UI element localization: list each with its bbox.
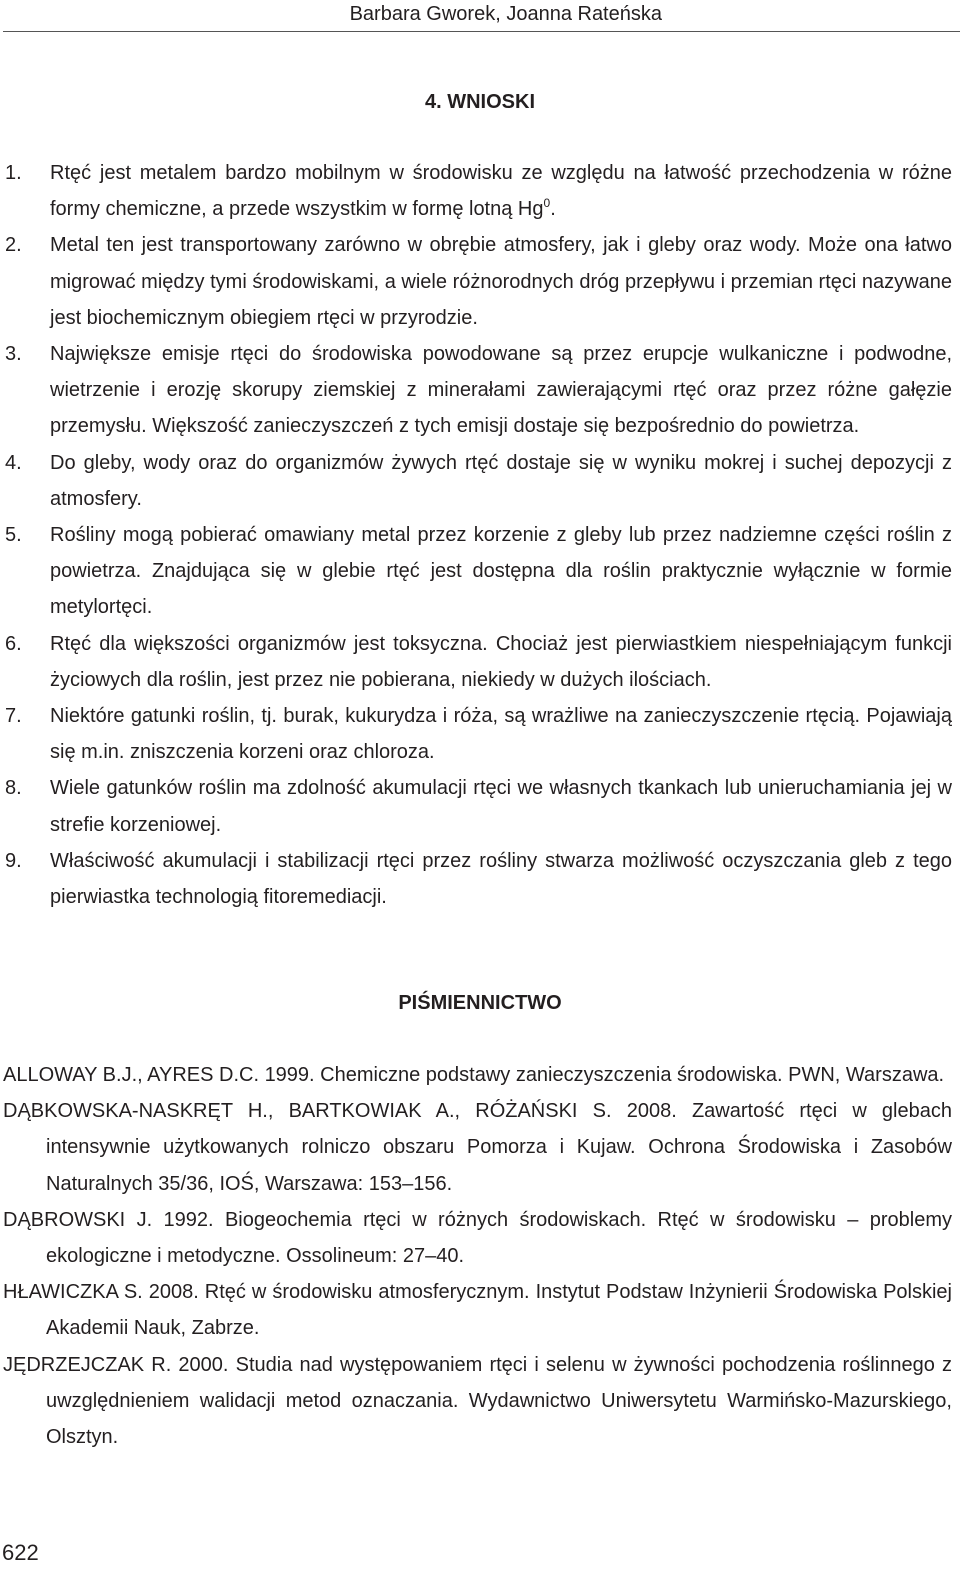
reference-entry: DĄBROWSKI J. 1992. Biogeochemia rtęci w różnych środowiskach. Rtęć w środowisku – problemy ekologiczne i metodyczne. Ossolineum: 27–40. bbox=[3, 1208, 952, 1268]
conclusion-item bbox=[0, 626, 952, 698]
conclusion-number: 4. bbox=[5, 451, 22, 474]
conclusion-text: Największe emisje rtęci do środowiska powodowane są przez erupcje wulkaniczne i podwodne, wietrzenie i erozję skorupy ziemskiej z minerałami zawierającymi rtęć oraz przez różne gałęzie przemysłu. Większość zanieczyszczeń z tych emisji dostaje się bezpośrednio do powietrza. bbox=[50, 343, 952, 438]
conclusion-item bbox=[0, 770, 952, 842]
conclusion-number: 8. bbox=[5, 777, 22, 800]
conclusion-text: Rośliny mogą pobierać omawiany metal przez korzenie z gleby lub przez nadziemne części roślin z powietrza. Znajdująca się w glebie rtęć jest dostępna dla roślin praktycznie wyłącznie w formie metylortęci. bbox=[50, 524, 952, 619]
conclusion-item bbox=[0, 843, 952, 915]
conclusion-item bbox=[0, 698, 952, 770]
conclusion-text: Niektóre gatunki roślin, tj. burak, kukurydza i róża, są wrażliwe na zanieczyszczenie rtęcią. Pojawiają się m.in. zniszczenia korzeni oraz chloroza. bbox=[50, 705, 952, 764]
conclusion-text: Rtęć dla większości organizmów jest toksyczna. Chociaż jest pierwiastkiem niespełniającym funkcji życiowych dla roślin, jest przez nie pobierana, niekiedy w dużych ilościach. bbox=[50, 632, 952, 691]
conclusion-text: Metal ten jest transportowany zarówno w obrębie atmosfery, jak i gleby oraz wody. Może ona łatwo migrować między tymi środowiskami, a wiele różnorodnych dróg przepływu i przemian rtęci nazywane jest biochemicznym obiegiem rtęci w przyrodzie. bbox=[50, 234, 952, 329]
conclusions-list bbox=[0, 155, 952, 915]
reference-entry: ALLOWAY B.J., AYRES D.C. 1999. Chemiczne podstawy zanieczyszczenia środowiska. PWN, Warszawa. bbox=[3, 1064, 945, 1086]
references-list bbox=[0, 1057, 952, 1455]
conclusion-number: 3. bbox=[5, 343, 22, 366]
conclusion-item bbox=[0, 445, 952, 517]
header-rule bbox=[3, 31, 960, 32]
conclusion-text: Do gleby, wody oraz do organizmów żywych rtęć dostaje się w wyniku mokrej i suchej depozycji z atmosfery. bbox=[50, 451, 952, 510]
reference-entry: HŁAWICZKA S. 2008. Rtęć w środowisku atmosferycznym. Instytut Podstaw Inżynierii Środowiska Polskiej Akademii Nauk, Zabrze. bbox=[3, 1281, 952, 1340]
conclusion-number: 2. bbox=[5, 234, 22, 257]
conclusion-number: 9. bbox=[5, 849, 22, 872]
page-number: 622 bbox=[2, 1540, 39, 1565]
conclusions-heading: 4. WNIOSKI bbox=[424, 91, 535, 113]
conclusion-number: 7. bbox=[5, 705, 22, 728]
conclusion-text: Rtęć jest metalem bardzo mobilnym w środowisku ze względu na łatwość przechodzenia w różne formy chemiczne, a przede wszystkim w formę lotną Hg bbox=[50, 162, 952, 221]
conclusion-text: Wiele gatunków roślin ma zdolność akumulacji rtęci we własnych tkankach lub unieruchamiania jej w strefie korzeniowej. bbox=[50, 777, 952, 836]
conclusion-number: 6. bbox=[5, 632, 22, 655]
conclusion-number: 1. bbox=[5, 162, 22, 184]
superscript: 0 bbox=[543, 196, 551, 211]
conclusion-item bbox=[0, 227, 952, 336]
references-heading: PIŚMIENNICTWO bbox=[398, 992, 562, 1014]
conclusion-item bbox=[0, 155, 952, 227]
conclusion-text-tail: . bbox=[550, 198, 556, 221]
reference-entry: DĄBKOWSKA-NASKRĘT H., BARTKOWIAK A., RÓŻAŃSKI S. 2008. Zawartość rtęci w glebach intensywnie użytkowanych rolniczo obszaru Pomorza i Kujaw. Ochrona Środowiska i Zasobów Naturalnych 35/36, IOŚ, Warszawa: 153–156. bbox=[3, 1100, 952, 1195]
reference-entry: JĘDRZEJCZAK R. 2000. Studia nad występowaniem rtęci i selenu w żywności pochodzenia roślinnego z uwzględnieniem walidacji metod oznaczania. Wydawnictwo Uniwersytetu Warmińsko-Mazurskiego, Olsztyn. bbox=[3, 1353, 952, 1449]
conclusion-item bbox=[0, 336, 952, 445]
conclusion-text: Właściwość akumulacji i stabilizacji rtęci przez rośliny stwarza możliwość oczyszczania gleb z tego pierwiastka technologią fitoremediacji. bbox=[50, 849, 952, 909]
conclusion-item bbox=[0, 517, 952, 626]
running-header: Barbara Gworek, Joanna Rateńska bbox=[349, 3, 662, 25]
conclusion-number: 5. bbox=[5, 524, 22, 547]
